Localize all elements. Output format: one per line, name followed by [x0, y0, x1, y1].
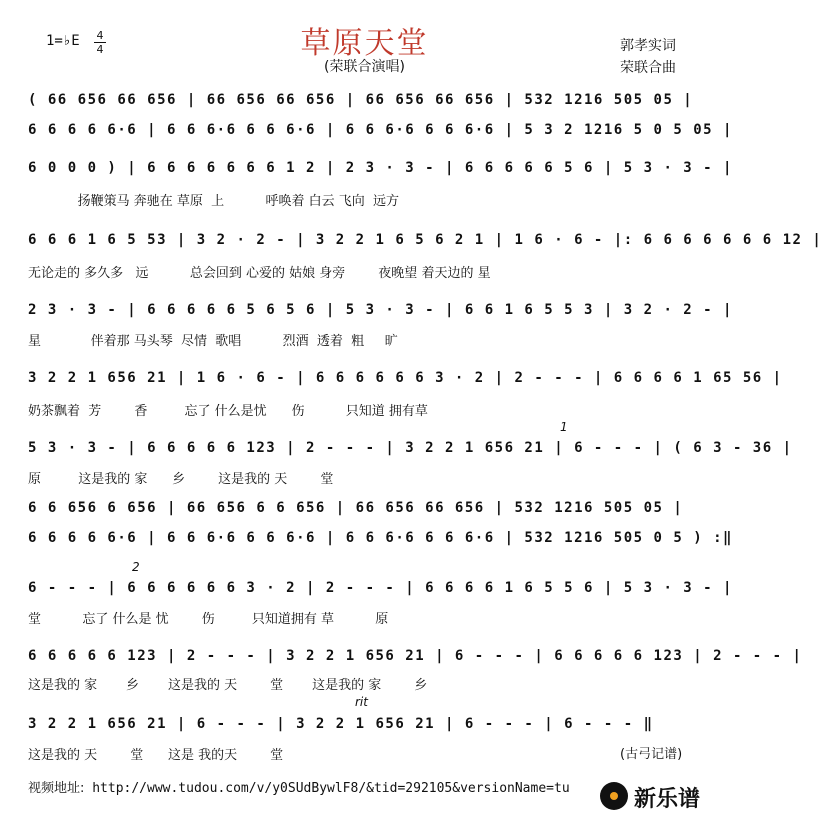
score-row: 6 6 6 6 6·6 | 6 6 6·6 6 6 6·6 | 6 6 6·6 6 6 6·6 | 532 1216 505 0 5 ) :‖	[28, 530, 733, 546]
score-row: ( 66 656 66 656 | 66 656 66 656 | 66 656 66 656 | 532 1216 505 05 |	[28, 92, 694, 108]
video-label: 视频地址:	[28, 781, 85, 796]
meter-bottom: 4	[96, 43, 104, 56]
lyric-line: 无论走的 多久多 远 总会回到 心爱的 姑娘 身旁 夜晚望 着天边的 星	[28, 266, 491, 281]
lyric-line: 奶茶飘着 芳 香 忘了 什么是忧 伤 只知道 拥有草	[28, 404, 428, 419]
score-row: 3 2 2 1 656 21 | 1 6 · 6 - | 6 6 6 6 6 6 3 · 2 | 2 - - - | 6 6 6 6 1 65 56 |	[28, 370, 783, 386]
score-row: 5 3 · 3 - | 6 6 6 6 6 123 | 2 - - - | 3 2 2 1 656 21 | 6 - - - | ( 6 3 - 36 |	[28, 440, 793, 456]
score-row: 6 6 6 1 6 5 53 | 3 2 · 2 - | 3 2 2 1 6 5 6 2 1 | 1 6 · 6 - |: 6 6 6 6 6 6 6 12 |	[28, 232, 822, 248]
score-row: 6 6 6 6 6 123 | 2 - - - | 3 2 2 1 656 21 | 6 - - - | 6 6 6 6 6 123 | 2 - - - |	[28, 648, 803, 664]
score-row: 2 3 · 3 - | 6 6 6 6 6 5 6 5 6 | 5 3 · 3 - | 6 6 1 6 5 5 3 | 3 2 · 2 - |	[28, 302, 733, 318]
lyric-line: 这是我的 家 乡 这是我的 天 堂 这是我的 家 乡	[28, 678, 428, 693]
score-row: 6 - - - | 6 6 6 6 6 6 3 · 2 | 2 - - - | 6 6 6 6 1 6 5 5 6 | 5 3 · 3 - |	[28, 580, 733, 596]
key-signature: 1=♭E	[46, 33, 80, 49]
lyric-line: 星 伴着那 马头琴 尽情 歌唱 烈酒 透着 粗 旷	[28, 334, 398, 349]
lyric-line: 堂 忘了 什么是 忧 伤 只知道拥有 草 原	[28, 612, 389, 627]
lyric-line: 这是我的 天 堂 这是 我的天 堂	[28, 748, 284, 763]
video-url-link[interactable]: http://www.tudou.com/v/y0SUdBywlF8/&tid=292105&versionName=tu	[92, 781, 570, 796]
record-disc-icon	[600, 782, 628, 810]
meter-top: 4	[96, 29, 104, 42]
lyric-line: 原 这是我的 家 乡 这是我的 天 堂	[28, 472, 334, 487]
video-link-line	[28, 777, 588, 796]
score-row: 6 6 6 6 6·6 | 6 6 6·6 6 6 6·6 | 6 6 6·6 6 6 6·6 | 5 3 2 1216 5 0 5 05 |	[28, 122, 733, 138]
score-row: 6 0 0 0 ) | 6 6 6 6 6 6 6 1 2 | 2 3 · 3 - | 6 6 6 6 6 5 6 | 5 3 · 3 - |	[28, 160, 733, 176]
score-row: 6 6 656 6 656 | 66 656 6 6 656 | 66 656 66 656 | 532 1216 505 05 |	[28, 500, 684, 516]
score-row: 3 2 2 1 656 21 | 6 - - - | 3 2 2 1 656 21 | 6 - - - | 6 - - - ‖	[28, 716, 654, 732]
lyric-line: 扬鞭策马 奔驰在 草原 上 呼唤着 白云 飞向 远方	[28, 194, 399, 209]
brand-name: 新乐谱	[634, 787, 701, 812]
composer-credit: 荣联合曲	[620, 60, 676, 76]
time-signature	[94, 30, 106, 55]
ritardando-mark: rit	[355, 695, 368, 709]
song-subtitle: (荣联合演唱)	[324, 59, 405, 75]
volta-1: 1	[560, 420, 568, 434]
site-logo[interactable]	[600, 780, 725, 814]
volta-2: 2	[132, 560, 140, 574]
lyricist-credit: 郭孝实词	[620, 38, 676, 54]
song-title: 草原天堂	[300, 26, 429, 61]
transcriber-note: (古弓记谱)	[620, 747, 683, 762]
